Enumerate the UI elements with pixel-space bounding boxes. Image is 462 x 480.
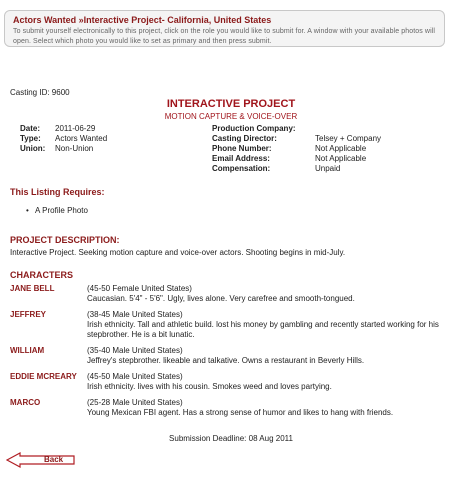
back-label: Back bbox=[44, 455, 64, 464]
character-meta: (45-50 Male United States) bbox=[87, 372, 183, 381]
banner-instructions: To submit yourself electronically to this project, click on the role you would like to submit for. A window with your available photos will open. Select which photo you would like to set as primary and then press submit. bbox=[13, 28, 436, 45]
detail-row bbox=[212, 154, 452, 164]
detail-label: Compensation: bbox=[212, 164, 271, 173]
detail-label: Union: bbox=[20, 144, 46, 153]
details-right bbox=[212, 124, 452, 174]
character-description: Jeffrey's stepbrother. likeable and talkative. Owns a restaurant in Beverly Hills. bbox=[87, 356, 365, 365]
detail-row bbox=[212, 134, 452, 144]
project-title: INTERACTIVE PROJECT bbox=[166, 98, 296, 110]
character-list bbox=[10, 284, 455, 424]
character-entry bbox=[10, 310, 455, 346]
character-meta: (45-50 Female United States) bbox=[87, 284, 192, 293]
detail-label: Email Address: bbox=[212, 154, 270, 163]
detail-label: Phone Number: bbox=[212, 144, 272, 153]
requires-item: A Profile Photo bbox=[35, 206, 88, 215]
requires-heading: This Listing Requires: bbox=[10, 187, 105, 197]
project-subtitle: MOTION CAPTURE & VOICE-OVER bbox=[164, 112, 298, 121]
detail-label: Casting Director: bbox=[212, 134, 277, 143]
character-meta: (25-28 Male United States) bbox=[87, 398, 183, 407]
detail-row bbox=[212, 144, 452, 154]
detail-label: Date: bbox=[20, 124, 41, 133]
detail-value: 2011-06-29 bbox=[55, 124, 96, 133]
banner-title: Actors Wanted »Interactive Project- California, United States bbox=[13, 15, 272, 25]
back-button[interactable] bbox=[6, 452, 76, 468]
casting-id: Casting ID: 9600 bbox=[10, 88, 70, 97]
role-link[interactable]: JEFFREY bbox=[10, 310, 47, 319]
detail-row bbox=[212, 124, 452, 134]
character-entry bbox=[10, 398, 455, 424]
detail-value: Unpaid bbox=[315, 164, 341, 173]
characters-heading: CHARACTERS bbox=[10, 270, 73, 280]
submission-deadline: Submission Deadline: 08 Aug 2011 bbox=[169, 434, 293, 443]
role-link[interactable]: WILLIAM bbox=[10, 346, 45, 355]
detail-value: Telsey + Company bbox=[315, 134, 382, 143]
character-description: Irish ethnicity. Tall and athletic build. lost his money by gambling and recently started working for his stepbrother. He is a bit lunatic. bbox=[87, 320, 439, 339]
role-link[interactable]: JANE BELL bbox=[10, 284, 55, 293]
character-meta: (35-40 Male United States) bbox=[87, 346, 183, 355]
character-entry bbox=[10, 346, 455, 372]
description-text: Interactive Project. Seeking motion capture and voice-over actors. Shooting begins in mid-July. bbox=[10, 248, 346, 257]
detail-value: Non-Union bbox=[55, 144, 94, 153]
character-description: Caucasian. 5'4" - 5'6". Ugly, lives alone. Very carefree and smooth-tongued. bbox=[87, 294, 355, 303]
detail-label: Type: bbox=[20, 134, 41, 143]
detail-label: Production Company: bbox=[212, 124, 296, 133]
info-banner bbox=[4, 10, 445, 47]
character-description: Irish ethnicity. lives with his cousin. Smokes weed and loves partying. bbox=[87, 382, 332, 391]
detail-value: Not Applicable bbox=[315, 154, 367, 163]
character-meta: (38-45 Male United States) bbox=[87, 310, 183, 319]
description-heading: PROJECT DESCRIPTION: bbox=[10, 235, 120, 245]
bullet-icon: • bbox=[26, 206, 29, 215]
character-entry bbox=[10, 284, 455, 310]
character-entry bbox=[10, 372, 455, 398]
detail-row bbox=[212, 164, 452, 174]
detail-value: Not Applicable bbox=[315, 144, 367, 153]
role-link[interactable]: EDDIE MCREARY bbox=[10, 372, 77, 381]
back-arrow-icon bbox=[6, 452, 76, 468]
character-description: Young Mexican FBI agent. Has a strong sense of humor and likes to hang with friends. bbox=[87, 408, 394, 417]
detail-value: Actors Wanted bbox=[55, 134, 108, 143]
role-link[interactable]: MARCO bbox=[10, 398, 41, 407]
requires-list bbox=[26, 206, 88, 215]
